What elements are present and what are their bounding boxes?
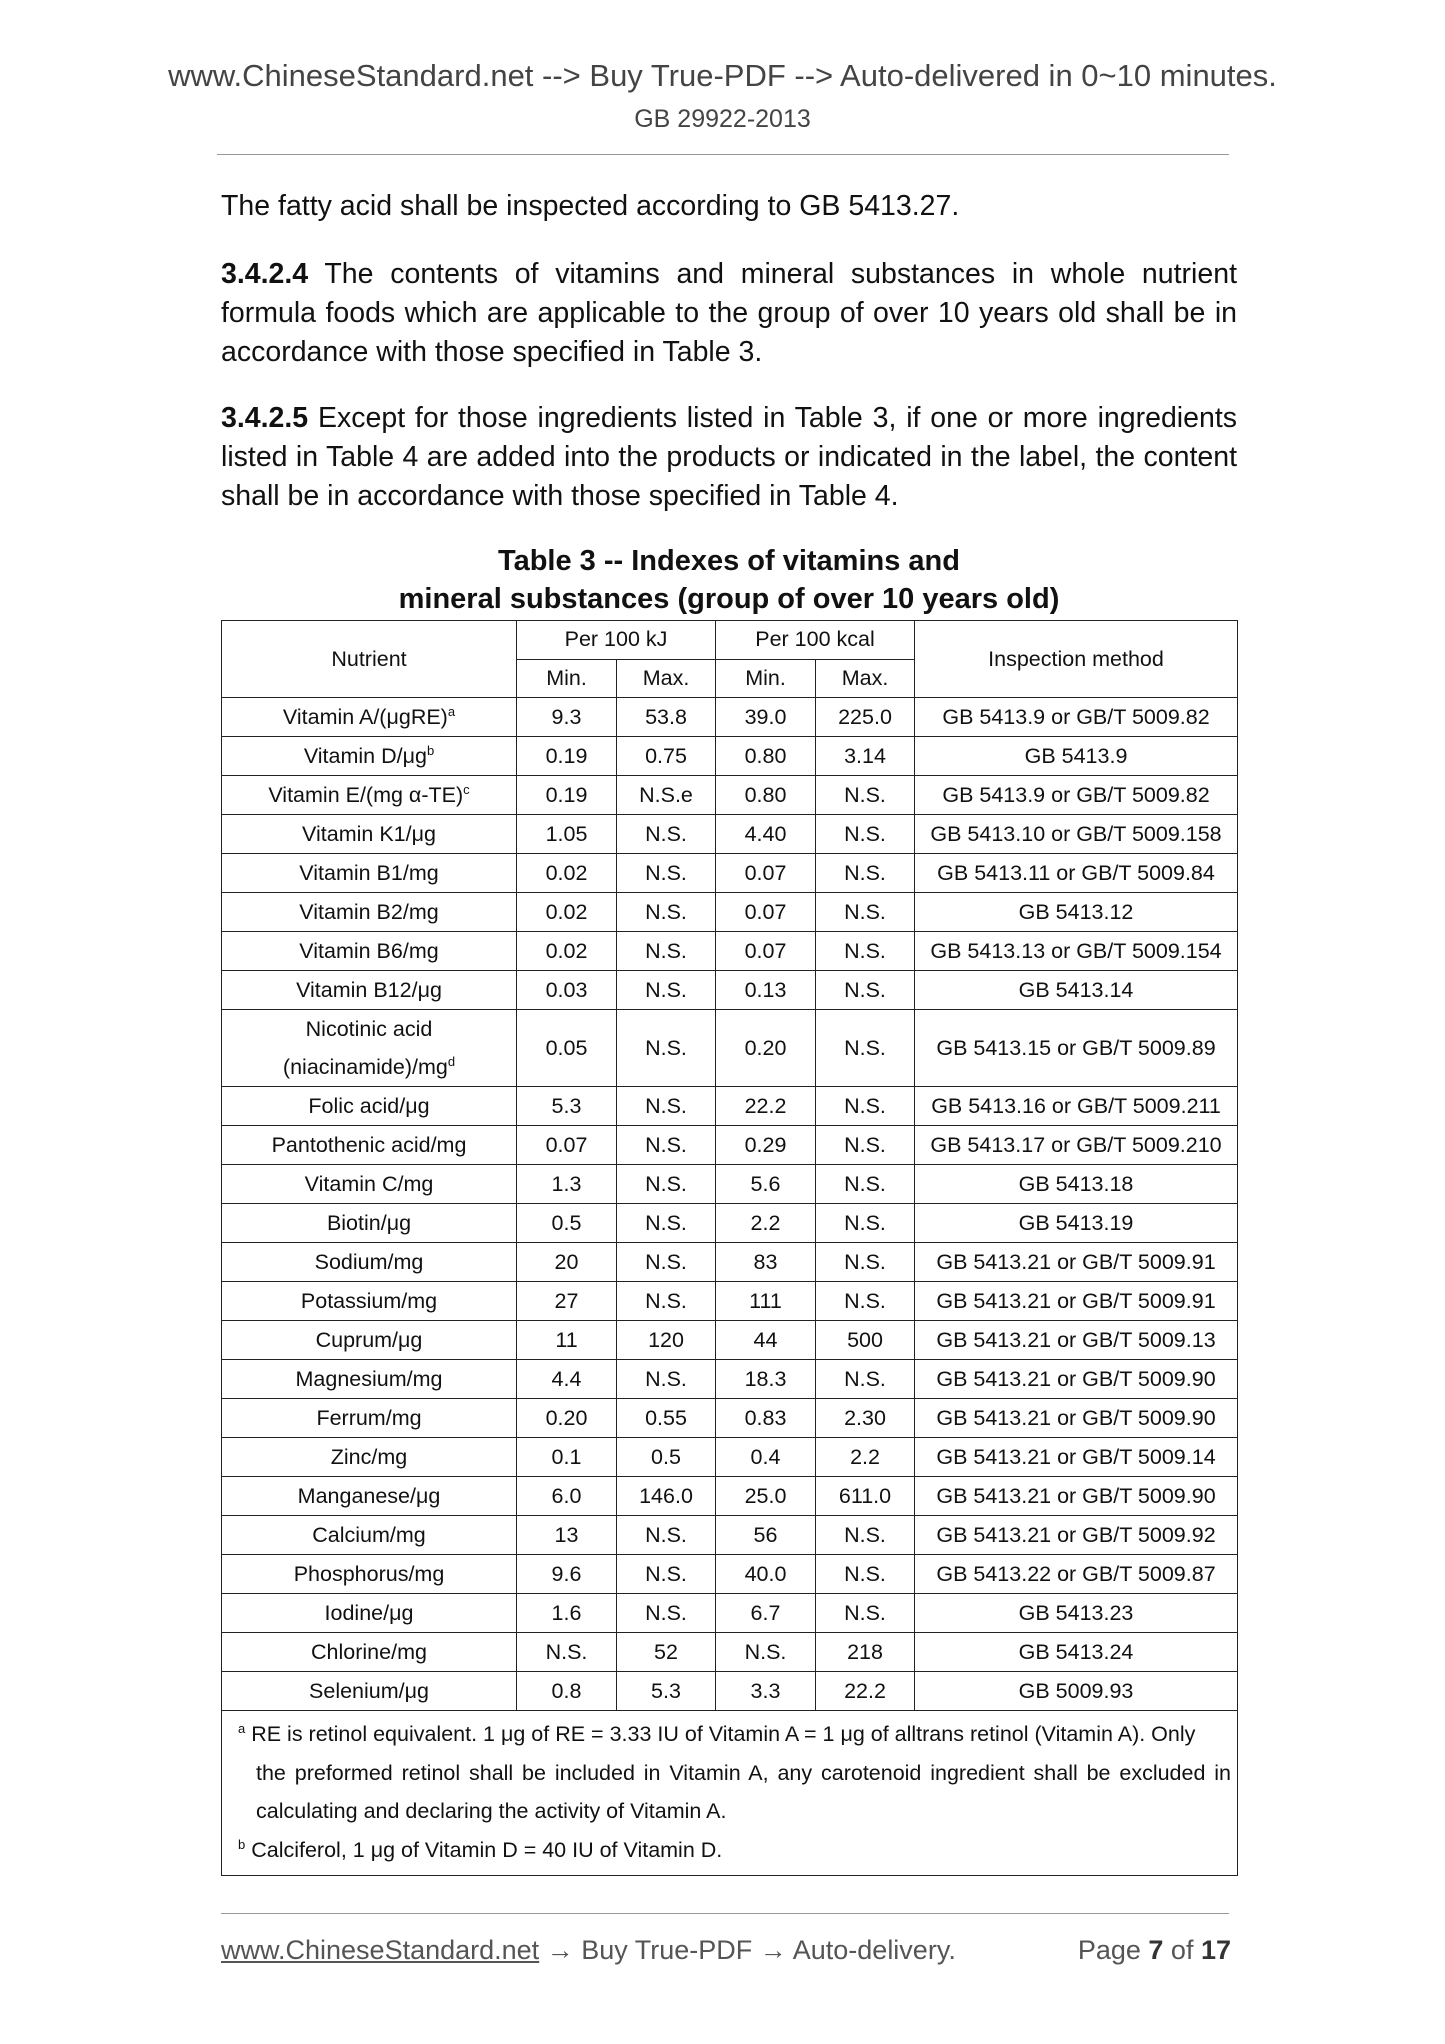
- method-cell: GB 5413.19: [915, 1204, 1238, 1243]
- kj-min-cell: 1.6: [517, 1594, 617, 1633]
- kj-min-cell: 0.05: [517, 1010, 617, 1087]
- footnote-mark: b: [426, 742, 435, 758]
- method-cell: GB 5413.12: [915, 893, 1238, 932]
- kcal-min-cell: 0.80: [716, 776, 816, 815]
- kcal-min-cell: 4.40: [716, 815, 816, 854]
- method-cell: GB 5413.21 or GB/T 5009.92: [915, 1516, 1238, 1555]
- nutrient-cell: Iodine/μg: [222, 1594, 517, 1633]
- table-row: [222, 1321, 1238, 1360]
- kcal-max-cell: 225.0: [816, 698, 915, 737]
- nutrient-name: Vitamin D/μg: [303, 743, 427, 768]
- header-max: Max.: [617, 659, 716, 698]
- kj-max-cell: N.S.: [617, 1010, 716, 1087]
- nutrient-cell: Pantothenic acid/mg: [222, 1126, 517, 1165]
- method-cell: GB 5413.21 or GB/T 5009.13: [915, 1321, 1238, 1360]
- kj-min-cell: 11: [517, 1321, 617, 1360]
- kcal-max-cell: N.S.: [816, 776, 915, 815]
- method-cell: GB 5413.21 or GB/T 5009.91: [915, 1282, 1238, 1321]
- table-notes: [222, 1711, 1238, 1876]
- kcal-max-cell: 218: [816, 1633, 915, 1672]
- kj-min-cell: 6.0: [517, 1477, 617, 1516]
- kj-min-cell: 0.8: [517, 1672, 617, 1711]
- kcal-max-cell: N.S.: [816, 854, 915, 893]
- kj-min-cell: 9.6: [517, 1555, 617, 1594]
- kj-min-cell: 0.19: [517, 737, 617, 776]
- kj-max-cell: 120: [617, 1321, 716, 1360]
- kcal-min-cell: 111: [716, 1282, 816, 1321]
- kj-max-cell: N.S.: [617, 932, 716, 971]
- table-header-row: [222, 621, 1238, 660]
- kcal-min-cell: 25.0: [716, 1477, 816, 1516]
- footnote-mark: d: [447, 1053, 456, 1069]
- nutrient-cell: Cuprum/μg: [222, 1321, 517, 1360]
- kj-max-cell: 5.3: [617, 1672, 716, 1711]
- kcal-max-cell: N.S.: [816, 1555, 915, 1594]
- kj-min-cell: 1.3: [517, 1165, 617, 1204]
- kcal-max-cell: N.S.: [816, 815, 915, 854]
- nutrient-cell: [222, 1010, 517, 1087]
- table-row: [222, 1360, 1238, 1399]
- table-row: [222, 1204, 1238, 1243]
- paragraph-fatty-acid: The fatty acid shall be inspected according to GB 5413.27.: [221, 190, 960, 222]
- kcal-max-cell: N.S.: [816, 1165, 915, 1204]
- kcal-max-cell: N.S.: [816, 1126, 915, 1165]
- kj-min-cell: 13: [517, 1516, 617, 1555]
- kcal-max-cell: 2.30: [816, 1399, 915, 1438]
- kj-min-cell: 0.03: [517, 971, 617, 1010]
- table-row: [222, 1672, 1238, 1711]
- kj-max-cell: N.S.: [617, 1594, 716, 1633]
- method-cell: GB 5413.21 or GB/T 5009.90: [915, 1399, 1238, 1438]
- nutrient-cell: Selenium/μg: [222, 1672, 517, 1711]
- kcal-max-cell: N.S.: [816, 1516, 915, 1555]
- kcal-min-cell: 83: [716, 1243, 816, 1282]
- table-row: [222, 932, 1238, 971]
- table-notes-row: [222, 1711, 1238, 1876]
- header-nutrient: Nutrient: [222, 621, 517, 698]
- kj-max-cell: N.S.: [617, 1516, 716, 1555]
- kj-min-cell: 27: [517, 1282, 617, 1321]
- clause-text: Except for those ingredients listed in Table 3, if one or more ingredients listed in Table 4 are added into the products or indicated in the label, the content shall be in accordance with those specified in Table 4.: [221, 402, 1237, 512]
- standard-number: GB 29922-2013: [634, 105, 811, 133]
- method-cell: GB 5413.11 or GB/T 5009.84: [915, 854, 1238, 893]
- kcal-max-cell: 22.2: [816, 1672, 915, 1711]
- kj-max-cell: N.S.: [617, 1360, 716, 1399]
- page-total: 17: [1200, 1935, 1231, 1965]
- kj-max-cell: N.S.: [617, 971, 716, 1010]
- nutrient-cell: Ferrum/mg: [222, 1399, 517, 1438]
- page-number: 7: [1148, 1935, 1164, 1965]
- nutrient-cell: Magnesium/mg: [222, 1360, 517, 1399]
- table-row: [222, 1087, 1238, 1126]
- kj-max-cell: N.S.: [617, 1555, 716, 1594]
- kcal-max-cell: 500: [816, 1321, 915, 1360]
- note-mark: a: [238, 1720, 246, 1736]
- nutrient-cell: Calcium/mg: [222, 1516, 517, 1555]
- table-row: [222, 1516, 1238, 1555]
- kcal-min-cell: 56: [716, 1516, 816, 1555]
- footer-tagline: [221, 1935, 956, 1966]
- method-cell: GB 5413.23: [915, 1594, 1238, 1633]
- kcal-max-cell: 611.0: [816, 1477, 915, 1516]
- kj-max-cell: N.S.e: [617, 776, 716, 815]
- nutrient-cell: Vitamin B1/mg: [222, 854, 517, 893]
- clause-text: The contents of vitamins and mineral substances in whole nutrient formula foods which are applicable to the group of over 10 years old shall be in accordance with those specified in Table 3.: [221, 258, 1237, 368]
- table-row: [222, 1282, 1238, 1321]
- clause-number: 3.4.2.4: [221, 258, 309, 290]
- nutrient-cell: [222, 737, 517, 776]
- nutrient-cell: Chlorine/mg: [222, 1633, 517, 1672]
- footnote-mark: c: [463, 781, 470, 797]
- method-cell: GB 5413.21 or GB/T 5009.90: [915, 1360, 1238, 1399]
- kcal-max-cell: N.S.: [816, 1594, 915, 1633]
- kj-min-cell: 20: [517, 1243, 617, 1282]
- table-row: [222, 1126, 1238, 1165]
- kj-max-cell: N.S.: [617, 1282, 716, 1321]
- kj-max-cell: N.S.: [617, 893, 716, 932]
- nutrient-cell: Sodium/mg: [222, 1243, 517, 1282]
- footer-divider: [221, 1913, 1229, 1914]
- method-cell: GB 5413.9 or GB/T 5009.82: [915, 698, 1238, 737]
- table-row: [222, 1165, 1238, 1204]
- kj-max-cell: 53.8: [617, 698, 716, 737]
- kj-min-cell: 0.5: [517, 1204, 617, 1243]
- kcal-min-cell: 39.0: [716, 698, 816, 737]
- header-banner: www.ChineseStandard.net --> Buy True-PDF --> Auto-delivered in 0~10 minutes.: [168, 58, 1277, 93]
- method-cell: GB 5413.22 or GB/T 5009.87: [915, 1555, 1238, 1594]
- kcal-min-cell: 0.83: [716, 1399, 816, 1438]
- kcal-max-cell: N.S.: [816, 893, 915, 932]
- nutrient-cell: [222, 776, 517, 815]
- header-per-100-kj: Per 100 kJ: [517, 621, 716, 660]
- method-cell: GB 5413.18: [915, 1165, 1238, 1204]
- nutrient-cell: Vitamin K1/μg: [222, 815, 517, 854]
- table-row: [222, 1399, 1238, 1438]
- kj-min-cell: 0.02: [517, 932, 617, 971]
- table-row: [222, 1555, 1238, 1594]
- table-row: [222, 1477, 1238, 1516]
- kcal-min-cell: 22.2: [716, 1087, 816, 1126]
- kj-max-cell: N.S.: [617, 1243, 716, 1282]
- kj-min-cell: 9.3: [517, 698, 617, 737]
- header-max: Max.: [816, 659, 915, 698]
- kcal-max-cell: N.S.: [816, 1282, 915, 1321]
- kj-max-cell: N.S.: [617, 1165, 716, 1204]
- kj-max-cell: N.S.: [617, 1126, 716, 1165]
- kj-min-cell: 0.02: [517, 854, 617, 893]
- nutrient-cell: Folic acid/μg: [222, 1087, 517, 1126]
- table-row: [222, 1438, 1238, 1477]
- kj-min-cell: 0.1: [517, 1438, 617, 1477]
- nutrient-cell: Phosphorus/mg: [222, 1555, 517, 1594]
- nutrient-name-line2: (niacinamide)/mg: [282, 1055, 448, 1079]
- kj-min-cell: 1.05: [517, 815, 617, 854]
- table-row: [222, 1594, 1238, 1633]
- kcal-min-cell: 5.6: [716, 1165, 816, 1204]
- kcal-min-cell: 0.07: [716, 932, 816, 971]
- nutrient-name: Vitamin E/(mg α-TE): [268, 782, 464, 807]
- page-indicator: [1078, 1935, 1231, 1966]
- nutrient-cell: Manganese/μg: [222, 1477, 517, 1516]
- kcal-min-cell: 2.2: [716, 1204, 816, 1243]
- kcal-max-cell: N.S.: [816, 1243, 915, 1282]
- table-row: [222, 1243, 1238, 1282]
- table-row: [222, 854, 1238, 893]
- table-row: [222, 1633, 1238, 1672]
- kcal-min-cell: 0.20: [716, 1010, 816, 1087]
- kj-max-cell: N.S.: [617, 815, 716, 854]
- kj-min-cell: 0.02: [517, 893, 617, 932]
- kcal-min-cell: 0.07: [716, 893, 816, 932]
- note-a-continuation: the preformed retinol shall be included in Vitamin A, any carotenoid ingredient shall be excluded in calculating and declaring the activity of Vitamin A.: [256, 1760, 1232, 1823]
- note-b: [238, 1831, 1231, 1870]
- kcal-min-cell: 18.3: [716, 1360, 816, 1399]
- nutrient-name-line1: Nicotinic acid: [305, 1017, 433, 1041]
- note-a-line1: RE is retinol equivalent. 1 μg of RE = 3.33 IU of Vitamin A = 1 μg of alltrans retinol (Vitamin A). Only: [245, 1722, 1196, 1746]
- method-cell: GB 5413.9: [915, 737, 1238, 776]
- table-row: [222, 737, 1238, 776]
- nutrient-name: Vitamin A/(μgRE): [282, 704, 448, 729]
- vitamins-minerals-table: [221, 620, 1238, 1876]
- table-row: [222, 776, 1238, 815]
- kj-max-cell: 0.75: [617, 737, 716, 776]
- kcal-max-cell: N.S.: [816, 932, 915, 971]
- kcal-min-cell: 40.0: [716, 1555, 816, 1594]
- kcal-min-cell: 44: [716, 1321, 816, 1360]
- nutrient-cell: Vitamin B2/mg: [222, 893, 517, 932]
- kcal-max-cell: N.S.: [816, 971, 915, 1010]
- kcal-max-cell: 2.2: [816, 1438, 915, 1477]
- nutrient-cell: Vitamin B6/mg: [222, 932, 517, 971]
- method-cell: GB 5413.21 or GB/T 5009.14: [915, 1438, 1238, 1477]
- kj-max-cell: 52: [617, 1633, 716, 1672]
- footer-link[interactable]: www.ChineseStandard.net: [221, 1935, 540, 1965]
- header-min: Min.: [517, 659, 617, 698]
- table-row: [222, 815, 1238, 854]
- header-inspection-method: Inspection method: [915, 621, 1238, 698]
- method-cell: GB 5413.16 or GB/T 5009.211: [915, 1087, 1238, 1126]
- method-cell: GB 5413.14: [915, 971, 1238, 1010]
- kj-min-cell: 5.3: [517, 1087, 617, 1126]
- nutrient-cell: Vitamin B12/μg: [222, 971, 517, 1010]
- note-mark: b: [238, 1836, 246, 1852]
- nutrient-cell: Potassium/mg: [222, 1282, 517, 1321]
- table-row: [222, 698, 1238, 737]
- method-cell: GB 5413.13 or GB/T 5009.154: [915, 932, 1238, 971]
- footnote-mark: a: [447, 703, 456, 719]
- paragraph-3-4-2-4: [221, 255, 1237, 372]
- kj-max-cell: 0.5: [617, 1438, 716, 1477]
- paragraph-3-4-2-5: [221, 399, 1237, 516]
- kcal-min-cell: 0.13: [716, 971, 816, 1010]
- kj-max-cell: N.S.: [617, 1087, 716, 1126]
- kj-min-cell: 4.4: [517, 1360, 617, 1399]
- kj-max-cell: N.S.: [617, 1204, 716, 1243]
- kcal-min-cell: 0.29: [716, 1126, 816, 1165]
- nutrient-cell: Zinc/mg: [222, 1438, 517, 1477]
- table-row: [222, 893, 1238, 932]
- kj-min-cell: 0.07: [517, 1126, 617, 1165]
- method-cell: GB 5413.24: [915, 1633, 1238, 1672]
- kj-max-cell: 0.55: [617, 1399, 716, 1438]
- clause-number: 3.4.2.5: [221, 402, 309, 434]
- kcal-max-cell: N.S.: [816, 1360, 915, 1399]
- method-cell: GB 5009.93: [915, 1672, 1238, 1711]
- table-caption-line1: Table 3 -- Indexes of vitamins and: [498, 545, 960, 577]
- kj-max-cell: 146.0: [617, 1477, 716, 1516]
- kcal-min-cell: N.S.: [716, 1633, 816, 1672]
- kcal-min-cell: 0.80: [716, 737, 816, 776]
- kcal-max-cell: 3.14: [816, 737, 915, 776]
- nutrient-cell: Biotin/μg: [222, 1204, 517, 1243]
- table-caption-line2: mineral substances (group of over 10 years old): [398, 583, 1060, 615]
- kcal-max-cell: N.S.: [816, 1010, 915, 1087]
- kcal-max-cell: N.S.: [816, 1087, 915, 1126]
- note-b-text: Calciferol, 1 μg of Vitamin D = 40 IU of Vitamin D.: [245, 1837, 723, 1862]
- kcal-min-cell: 0.07: [716, 854, 816, 893]
- kj-max-cell: N.S.: [617, 854, 716, 893]
- kj-min-cell: 0.20: [517, 1399, 617, 1438]
- header-min: Min.: [716, 659, 816, 698]
- method-cell: GB 5413.17 or GB/T 5009.210: [915, 1126, 1238, 1165]
- method-cell: GB 5413.21 or GB/T 5009.90: [915, 1477, 1238, 1516]
- header-per-100-kcal: Per 100 kcal: [716, 621, 915, 660]
- table-row: [222, 971, 1238, 1010]
- nutrient-cell: [222, 698, 517, 737]
- note-a: [238, 1715, 1231, 1754]
- kcal-max-cell: N.S.: [816, 1204, 915, 1243]
- method-cell: GB 5413.15 or GB/T 5009.89: [915, 1010, 1238, 1087]
- page-of-label: of: [1163, 1935, 1201, 1965]
- kcal-min-cell: 3.3: [716, 1672, 816, 1711]
- footer-text: → Buy True-PDF → Auto-delivery.: [539, 1935, 956, 1965]
- method-cell: GB 5413.10 or GB/T 5009.158: [915, 815, 1238, 854]
- method-cell: GB 5413.9 or GB/T 5009.82: [915, 776, 1238, 815]
- header-divider: [217, 154, 1229, 155]
- page-label: Page: [1077, 1935, 1149, 1965]
- kcal-min-cell: 6.7: [716, 1594, 816, 1633]
- method-cell: GB 5413.21 or GB/T 5009.91: [915, 1243, 1238, 1282]
- kcal-min-cell: 0.4: [716, 1438, 816, 1477]
- nutrient-cell: Vitamin C/mg: [222, 1165, 517, 1204]
- kj-min-cell: 0.19: [517, 776, 617, 815]
- table-row-nicotinic-acid: [222, 1010, 1238, 1087]
- kj-min-cell: N.S.: [517, 1633, 617, 1672]
